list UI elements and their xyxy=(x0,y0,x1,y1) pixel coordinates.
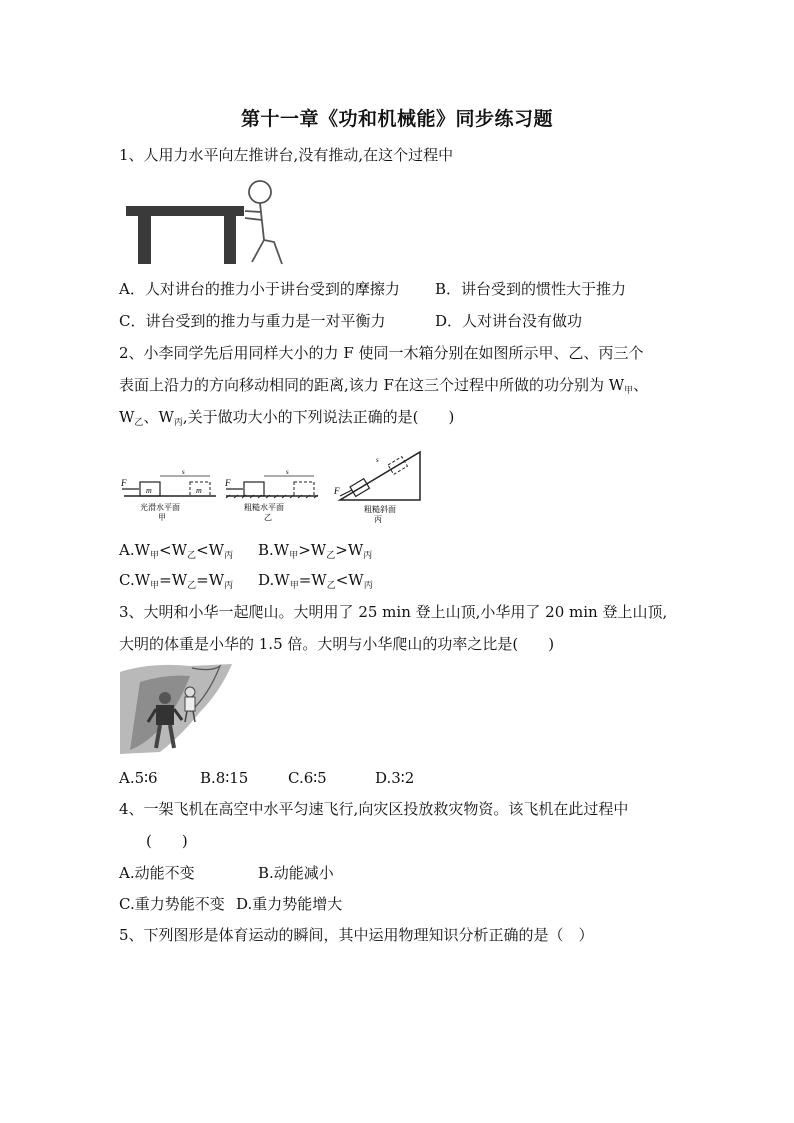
svg-text:s: s xyxy=(376,456,379,464)
q3-option-b: B.8∶15 xyxy=(200,769,249,787)
q3-option-c: C.6∶5 xyxy=(288,769,327,787)
q3-stem-line1: 3、大明和小华一起爬山。大明用了 25 min 登上山顶,小华用了 20 min 登上山顶, xyxy=(119,603,668,621)
q1-option-b: B．讲台受到的惯性大于推力 xyxy=(435,280,627,298)
q1-option-d: D．人对讲台没有做功 xyxy=(435,312,583,330)
q3-option-a: A.5∶6 xyxy=(119,769,158,787)
q3-option-d: D.3∶2 xyxy=(375,769,415,787)
q4-option-d: D.重力势能增大 xyxy=(236,895,343,913)
svg-text:甲: 甲 xyxy=(158,513,166,522)
svg-text:F: F xyxy=(334,486,340,496)
q4-stem-line1: 4、一架飞机在高空中水平匀速飞行,向灾区投放救灾物资。该飞机在此过程中 xyxy=(119,800,629,818)
svg-text:s: s xyxy=(286,468,289,476)
q3-stem-line2: 大明的体重是小华的 1.5 倍。大明与小华爬山的功率之比是( ) xyxy=(119,635,555,653)
svg-text:m: m xyxy=(196,486,202,495)
q4-option-c: C.重力势能不变 xyxy=(119,895,225,913)
q3-figure-climbers xyxy=(120,662,235,757)
q2-option-a: $A.W_甲<W_乙<W_丙$ xyxy=(119,541,234,561)
q1-option-c: C．讲台受到的推力与重力是一对平衡力 xyxy=(119,312,386,330)
q2-fig-label-rough: 粗糙水平面 xyxy=(244,503,284,512)
q2-figure-three-surfaces xyxy=(118,448,428,530)
q2-option-c: $C.W_甲=W_乙=W_丙$ xyxy=(119,571,234,591)
svg-text:F: F xyxy=(225,478,231,488)
q2-stem-line2: 表面上沿力的方向移动相同的距离,该力 F在这三个过程中所做的功分别为 $W_甲$、 xyxy=(119,376,649,396)
q2-stem-line1: 2、小李同学先后用同样大小的力 F 使同一木箱分别在如图所示甲、乙、丙三个 xyxy=(119,344,644,362)
q2-option-d: $D.W_甲=W_乙<W_丙$ xyxy=(258,571,373,591)
page-title: 第十一章《功和机械能》同步练习题 xyxy=(240,108,553,130)
q2-fig-f-label-1: F xyxy=(121,478,127,488)
svg-text:丙: 丙 xyxy=(374,515,382,524)
q2-fig-label-smooth: 光滑水平面 xyxy=(140,503,180,512)
q2-option-b: $B.W_甲>W_乙>W_丙$ xyxy=(258,541,373,561)
q4-option-a: A.动能不变 xyxy=(119,864,195,882)
svg-text:s: s xyxy=(182,468,185,476)
q2-fig-label-incline: 粗糙斜面 xyxy=(364,505,396,514)
q4-option-b: B.动能减小 xyxy=(258,864,334,882)
svg-text:m: m xyxy=(146,486,152,495)
q5-stem: 5、下列图形是体育运动的瞬间，其中运用物理知识分析正确的是（ ） xyxy=(119,926,594,944)
q1-option-a: A．人对讲台的推力小于讲台受到的摩擦力 xyxy=(119,280,400,298)
q1-figure-table-push xyxy=(124,178,314,268)
q4-stem-line2: ( ) xyxy=(146,832,188,850)
svg-text:乙: 乙 xyxy=(264,513,272,522)
q1-stem: 1、人用力水平向左推讲台,没有推动,在这个过程中 xyxy=(119,146,454,164)
q2-stem-line3: $W_乙$、$W_丙$,关于做功大小的下列说法正确的是( ) xyxy=(119,408,455,428)
